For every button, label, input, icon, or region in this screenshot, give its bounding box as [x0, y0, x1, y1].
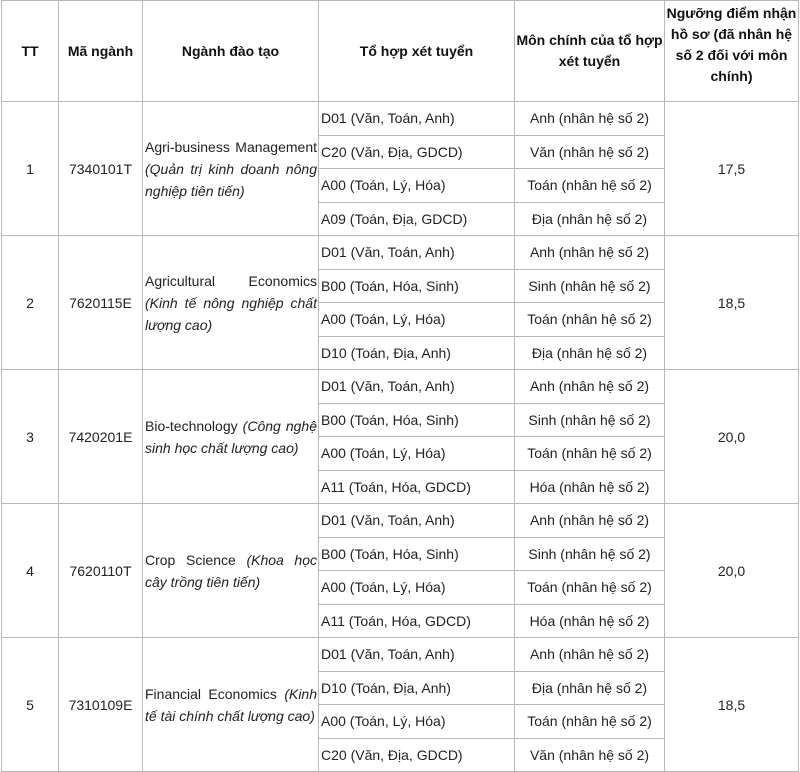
- major-name: [143, 236, 319, 370]
- major-code: 7620115E: [59, 236, 143, 370]
- main-subject: Anh (nhân hệ số 2): [515, 638, 665, 672]
- major-name: [143, 370, 319, 504]
- main-subject: Văn (nhân hệ số 2): [515, 135, 665, 169]
- subject-combo: A11 (Toán, Hóa, GDCD): [319, 470, 515, 504]
- table-row: [2, 370, 799, 404]
- major-name-vi: (Kinh tế tài chính chất lượng cao): [145, 685, 317, 724]
- header-tt: TT: [2, 1, 59, 102]
- subject-combo: D10 (Toán, Địa, Anh): [319, 671, 515, 705]
- row-number: 3: [2, 370, 59, 504]
- major-name-en: Bio-technology: [145, 417, 238, 434]
- subject-combo: B00 (Toán, Hóa, Sinh): [319, 269, 515, 303]
- main-subject: Toán (nhân hệ số 2): [515, 437, 665, 471]
- score-threshold: 18,5: [665, 638, 799, 772]
- score-threshold: 17,5: [665, 102, 799, 236]
- subject-combo: A00 (Toán, Lý, Hóa): [319, 705, 515, 739]
- major-code: 7310109E: [59, 638, 143, 772]
- main-subject: Văn (nhân hệ số 2): [515, 738, 665, 772]
- major-name-vi: (Công nghệ sinh học chất lượng cao): [145, 417, 317, 456]
- header-subject: Môn chính của tổ hợp xét tuyển: [515, 1, 665, 102]
- score-threshold: 20,0: [665, 504, 799, 638]
- admission-table: [1, 0, 799, 772]
- table-row: [2, 236, 799, 270]
- major-code: 7620110T: [59, 504, 143, 638]
- major-code: 7420201E: [59, 370, 143, 504]
- subject-combo: C20 (Văn, Địa, GDCD): [319, 738, 515, 772]
- header-major: Ngành đào tạo: [143, 1, 319, 102]
- table-body: [2, 102, 799, 772]
- major-code: 7340101T: [59, 102, 143, 236]
- major-name: [143, 102, 319, 236]
- header-combo: Tổ hợp xét tuyển: [319, 1, 515, 102]
- subject-combo: D01 (Văn, Toán, Anh): [319, 504, 515, 538]
- main-subject: Địa (nhân hệ số 2): [515, 202, 665, 236]
- main-subject: Anh (nhân hệ số 2): [515, 504, 665, 538]
- row-number: 4: [2, 504, 59, 638]
- main-subject: Hóa (nhân hệ số 2): [515, 604, 665, 638]
- major-name-en: Agricultural Economics: [145, 272, 317, 289]
- major-name-vi: (Khoa học cây trồng tiên tiến): [145, 551, 318, 590]
- score-threshold: 18,5: [665, 236, 799, 370]
- main-subject: Hóa (nhân hệ số 2): [515, 470, 665, 504]
- major-name-vi: (Quản trị kinh doanh nông nghiệp tiên tiến): [145, 160, 317, 199]
- table-row: [2, 102, 799, 136]
- header-code: Mã ngành: [59, 1, 143, 102]
- subject-combo: D01 (Văn, Toán, Anh): [319, 236, 515, 270]
- row-number: 5: [2, 638, 59, 772]
- header-row: [2, 1, 799, 102]
- main-subject: Anh (nhân hệ số 2): [515, 370, 665, 404]
- major-name-vi: (Kinh tế nông nghiệp chất lượng cao): [145, 294, 317, 333]
- major-name-en: Financial Economics: [145, 685, 277, 702]
- subject-combo: D01 (Văn, Toán, Anh): [319, 102, 515, 136]
- subject-combo: A00 (Toán, Lý, Hóa): [319, 571, 515, 605]
- score-threshold: 20,0: [665, 370, 799, 504]
- subject-combo: D01 (Văn, Toán, Anh): [319, 638, 515, 672]
- main-subject: Sinh (nhân hệ số 2): [515, 537, 665, 571]
- subject-combo: A09 (Toán, Địa, GDCD): [319, 202, 515, 236]
- main-subject: Sinh (nhân hệ số 2): [515, 269, 665, 303]
- subject-combo: C20 (Văn, Địa, GDCD): [319, 135, 515, 169]
- main-subject: Anh (nhân hệ số 2): [515, 102, 665, 136]
- main-subject: Toán (nhân hệ số 2): [515, 705, 665, 739]
- subject-combo: A00 (Toán, Lý, Hóa): [319, 169, 515, 203]
- subject-combo: D10 (Toán, Địa, Anh): [319, 336, 515, 370]
- major-name: [143, 638, 319, 772]
- main-subject: Địa (nhân hệ số 2): [515, 671, 665, 705]
- main-subject: Toán (nhân hệ số 2): [515, 303, 665, 337]
- row-number: 1: [2, 102, 59, 236]
- major-name-en: Agri-business Management: [145, 138, 317, 155]
- subject-combo: A00 (Toán, Lý, Hóa): [319, 437, 515, 471]
- table-row: [2, 638, 799, 672]
- main-subject: Toán (nhân hệ số 2): [515, 571, 665, 605]
- main-subject: Anh (nhân hệ số 2): [515, 236, 665, 270]
- main-subject: Sinh (nhân hệ số 2): [515, 403, 665, 437]
- row-number: 2: [2, 236, 59, 370]
- subject-combo: D01 (Văn, Toán, Anh): [319, 370, 515, 404]
- subject-combo: A00 (Toán, Lý, Hóa): [319, 303, 515, 337]
- major-name: [143, 504, 319, 638]
- table-row: [2, 504, 799, 538]
- subject-combo: B00 (Toán, Hóa, Sinh): [319, 403, 515, 437]
- subject-combo: B00 (Toán, Hóa, Sinh): [319, 537, 515, 571]
- major-name-en: Crop Science: [145, 551, 236, 568]
- subject-combo: A11 (Toán, Hóa, GDCD): [319, 604, 515, 638]
- header-threshold: Ngưỡng điểm nhận hồ sơ (đã nhân hệ số 2 đối với môn chính): [665, 1, 799, 102]
- main-subject: Toán (nhân hệ số 2): [515, 169, 665, 203]
- main-subject: Địa (nhân hệ số 2): [515, 336, 665, 370]
